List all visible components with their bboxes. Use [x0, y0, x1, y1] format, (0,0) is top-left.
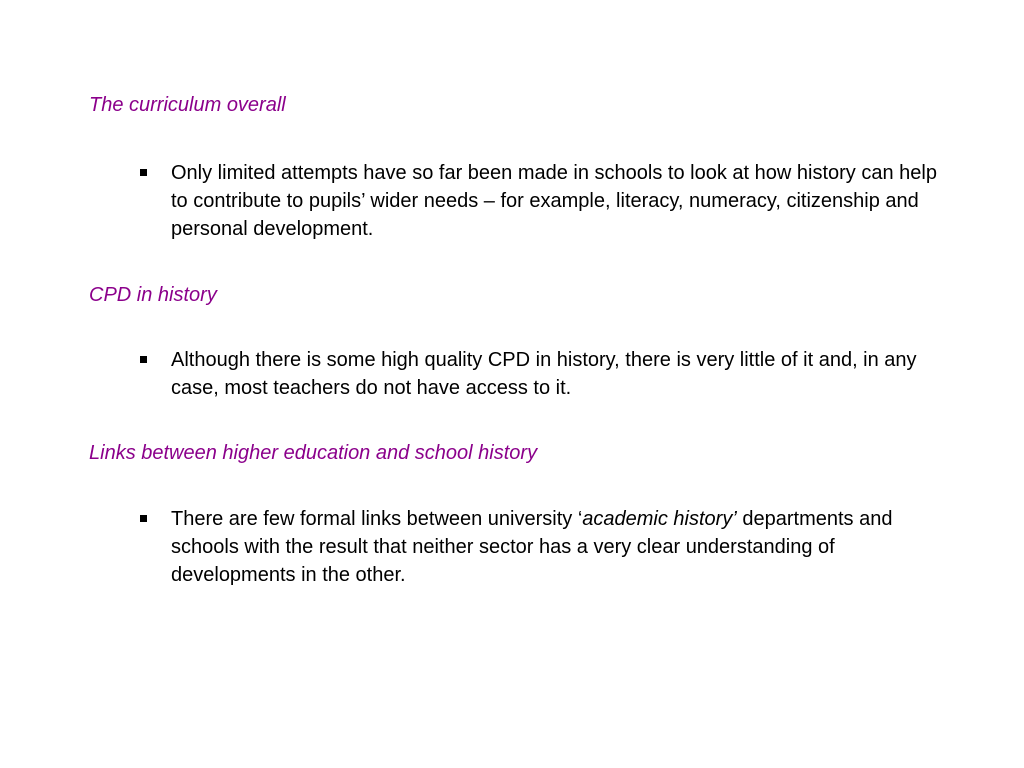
- bullet-text: Although there is some high quality CPD in history, there is very little of it and, in any case, most teachers do not have access to it.: [171, 349, 917, 399]
- bullet-item-curriculum: [140, 159, 940, 243]
- bullet-text-prefix: There are few formal links between university ‘: [171, 508, 583, 530]
- square-bullet-icon: [140, 169, 147, 176]
- section-heading-cpd: CPD in history: [89, 284, 217, 306]
- bullet-text-suffix: departments and schools with the result that neither sector has a very clear understanding of developments in the other.: [171, 508, 893, 586]
- square-bullet-icon: [140, 515, 147, 522]
- section-heading-links: Links between higher education and school history: [89, 442, 538, 464]
- bullet-text: [171, 505, 941, 589]
- bullet-item-cpd: [140, 346, 940, 402]
- bullet-text-emphasis: academic history’: [582, 508, 737, 530]
- section-heading-curriculum: The curriculum overall: [89, 94, 286, 116]
- bullet-item-links: [140, 505, 940, 589]
- bullet-text: Only limited attempts have so far been made in schools to look at how history can help to contribute to pupils’ wider needs – for example, literacy, numeracy, citizenship and personal development.: [171, 162, 937, 240]
- square-bullet-icon: [140, 356, 147, 363]
